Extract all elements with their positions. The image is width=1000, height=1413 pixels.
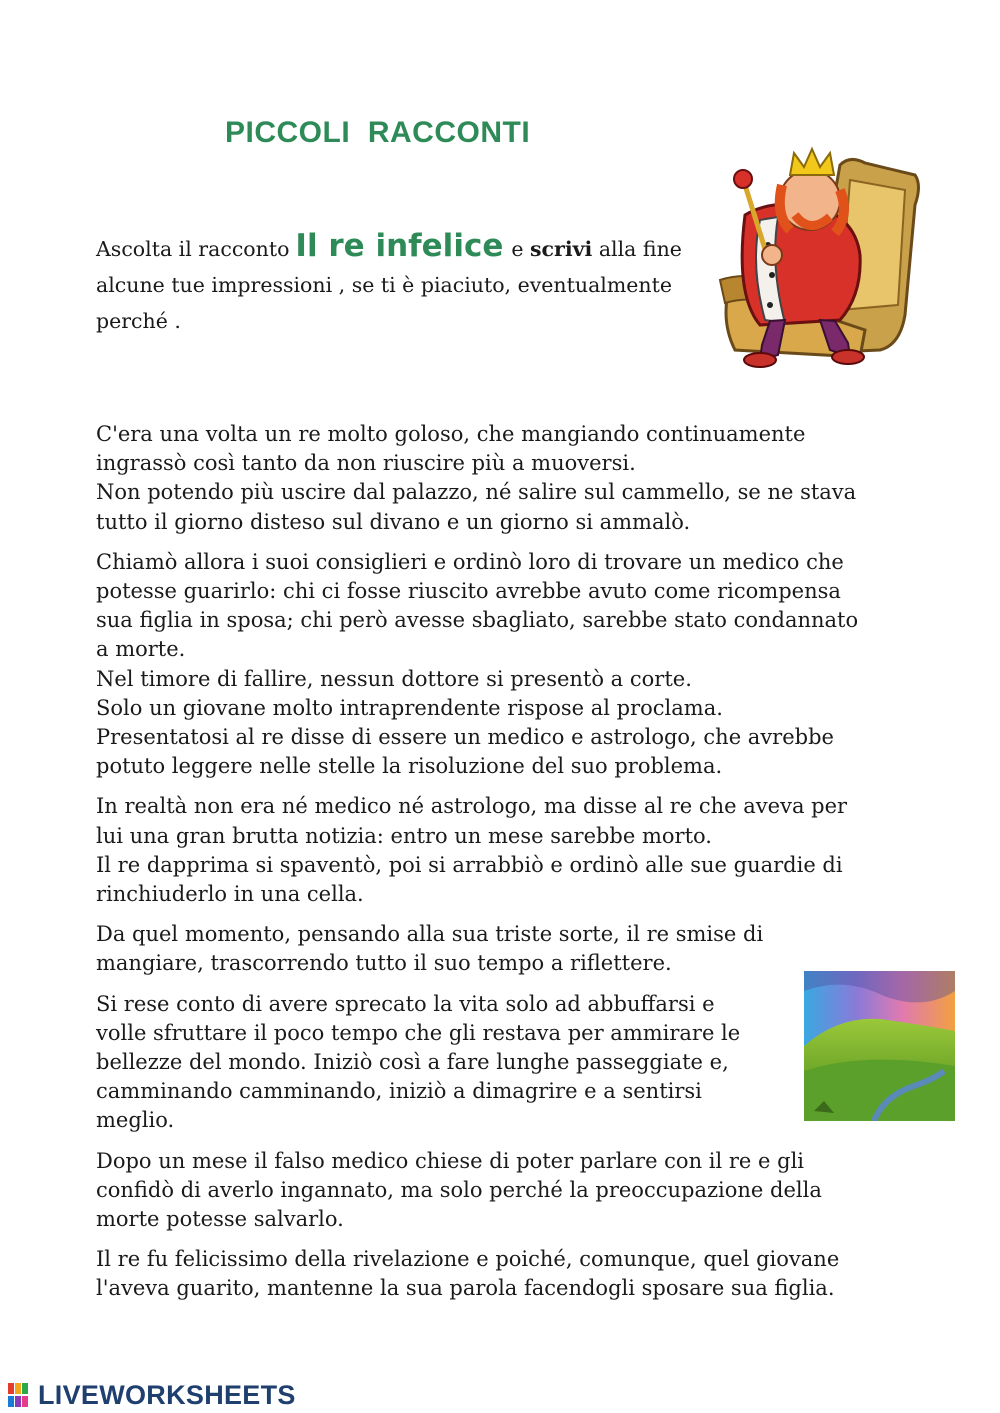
story-text (96, 420, 916, 1315)
instructions-emphasis: scrivi (530, 237, 593, 261)
story-paragraph: Si rese conto di avere sprecato la vita solo ad abbuffarsi e volle sfruttare il poco tempo che gli restava per ammirare le bellezze del mondo. Iniziò così a fare lunghe passeggiate e, camminando camminando, iniziò a dimagrire e a sentirsi meglio. (96, 991, 741, 1133)
instructions (96, 228, 686, 339)
logo-mark-icon (8, 1382, 34, 1408)
instructions-rest: alla fine alcune tue impressioni , se ti è piaciuto, eventualmente perché . (96, 237, 682, 333)
story-paragraph: Da quel momento, pensando alla sua triste sorte, il re smise di mangiare, trascorrendo tutto il suo tempo a riflettere. (96, 922, 764, 976)
logo-text: LIVEWORKSHEETS (38, 1379, 296, 1410)
story-paragraph: Il re fu felicissimo della rivelazione e poiché, comunque, quel giovane l'aveva guarito, mantenne la sua parola facendogli sposare sua figlia. (96, 1247, 840, 1301)
story-paragraph: Dopo un mese il falso medico chiese di poter parlare con il re e gli confidò di averlo ingannato, ma solo perché la preoccupazione della morte potesse salvarlo. (96, 1148, 822, 1232)
instructions-lead: Ascolta il racconto (96, 237, 290, 261)
story-paragraph: Chiamò allora i suoi consiglieri e ordinò loro di trovare un medico che potesse guarirlo: chi ci fosse riuscito avrebbe avuto come ricompensa sua figlia in sposa; chi però avesse sbagliato, sarebbe stato condannato a morte. Nel timore di fallire, nessun dottore si presentò a corte. Solo un giovane molto intraprendente rispose al proclama. Presentatosi al re disse di essere un medico e astrologo, che avrebbe potuto leggere nelle stelle la risoluzione del suo problema. (96, 549, 859, 779)
story-paragraph: In realtà non era né medico né astrologo, ma disse al re che aveva per lui una gran brutta notizia: entro un mese sarebbe morto. Il re dapprima si spaventò, poi si arrabbiò e ordinò alle sue guardie di rinchiuderlo in una cella. (96, 794, 848, 907)
story-title: Il re infelice (295, 228, 504, 264)
story-paragraph: C'era una volta un re molto goloso, che mangiando continuamente ingrassò così tanto da non riuscire più a muoversi. Non potendo più uscire dal palazzo, né salire sul cammello, se ne stava tutto il giorno disteso sul divano e un giorno si ammalò. (96, 422, 857, 534)
king-illustration (690, 145, 925, 370)
landscape-image (804, 971, 955, 1121)
liveworksheets-logo (8, 1380, 296, 1410)
instructions-connector: e (511, 237, 530, 261)
page-title: PICCOLI RACCONTI (225, 116, 531, 149)
